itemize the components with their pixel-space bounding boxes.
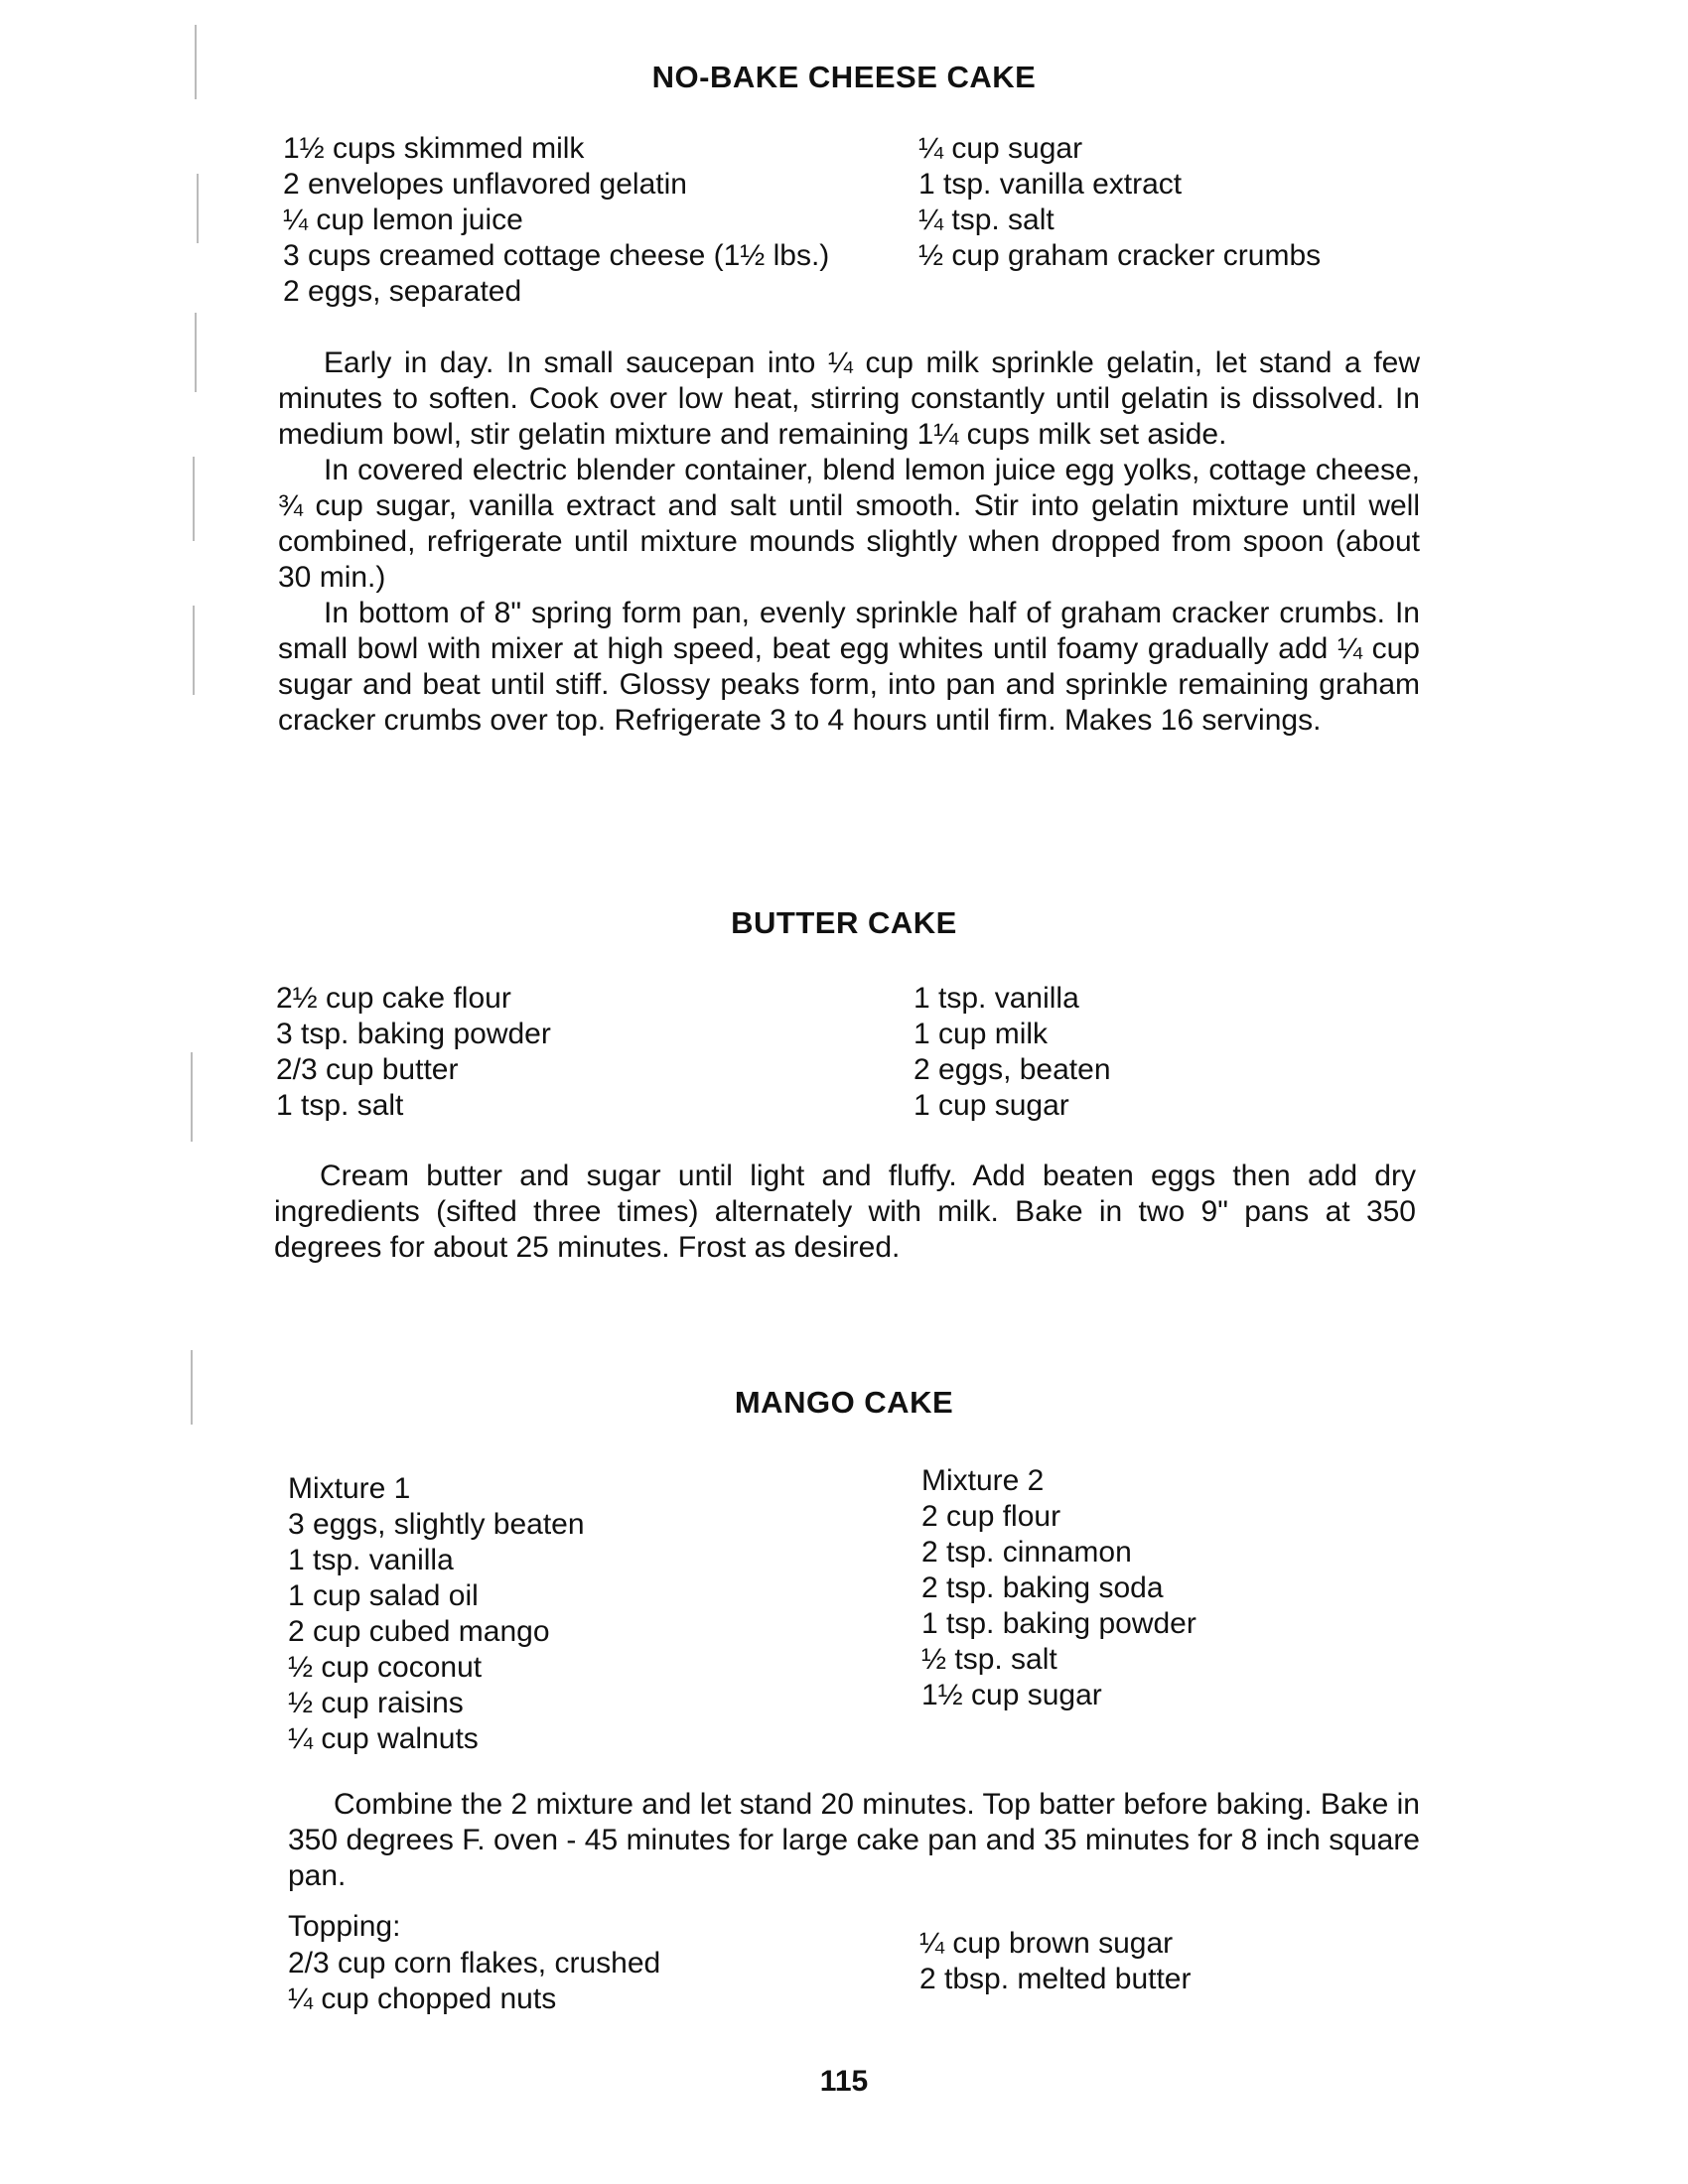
- ingredient: 2/3 cup corn flakes, crushed: [288, 1947, 661, 1979]
- ingredient: ¼ cup lemon juice: [283, 204, 523, 236]
- recipe-title: MANGO CAKE: [734, 1385, 954, 1420]
- ingredients-left: [288, 1471, 585, 1757]
- scan-margin-mark: [191, 1052, 193, 1142]
- page-number: 115: [819, 2065, 869, 2098]
- direction-paragraph: Combine the 2 mixture and let stand 20 minutes. Top batter before baking. Bake in 350 degrees F. oven - 45 minutes for large cake pan and 35 minutes for 8 inch square pan.: [288, 1788, 1420, 1892]
- ingredient: 2 tsp. cinnamon: [921, 1536, 1132, 1569]
- direction-paragraph: Cream butter and sugar until light and fluffy. Add beaten eggs then add dry ingredients (sifted three times) alternately with milk. Bake in two 9" pans at 350 degrees for about 25 minutes. Frost as desired.: [274, 1160, 1416, 1264]
- ingredient: 1 tsp. vanilla extract: [918, 168, 1183, 201]
- recipe-title: BUTTER CAKE: [731, 905, 957, 940]
- scan-margin-mark: [195, 313, 197, 392]
- ingredient: ¼ tsp. salt: [918, 204, 1055, 236]
- ingredients-left: [283, 131, 829, 310]
- ingredient: 2 tsp. baking soda: [921, 1571, 1164, 1604]
- scan-margin-mark: [197, 174, 199, 243]
- ingredient: Mixture 1: [288, 1472, 411, 1505]
- ingredient: ¼ cup chopped nuts: [288, 1982, 557, 2015]
- ingredients-left: [276, 981, 551, 1124]
- ingredient: 1 tsp. vanilla: [288, 1544, 454, 1576]
- ingredient: Mixture 2: [921, 1464, 1045, 1497]
- scan-margin-mark: [193, 457, 195, 541]
- ingredients-right: [918, 131, 1321, 274]
- ingredient: 3 tsp. baking powder: [276, 1018, 551, 1050]
- ingredient: 3 cups creamed cottage cheese (1½ lbs.): [283, 239, 830, 272]
- topping-left: [288, 1946, 660, 2017]
- ingredients-right: [914, 981, 1111, 1124]
- ingredient: 2 eggs, separated: [283, 275, 522, 308]
- ingredient: ½ cup coconut: [288, 1651, 483, 1684]
- ingredient: 1 tsp. salt: [276, 1089, 404, 1122]
- ingredient: ½ tsp. salt: [921, 1643, 1057, 1676]
- ingredients-right: [921, 1463, 1196, 1713]
- ingredient: 2 cup flour: [921, 1500, 1061, 1533]
- ingredient: 2 tbsp. melted butter: [919, 1963, 1192, 1995]
- ingredient: 1½ cup sugar: [921, 1679, 1102, 1711]
- recipe-directions: [278, 345, 1420, 739]
- ingredient: ¼ cup sugar: [918, 132, 1083, 165]
- ingredient: ¼ cup brown sugar: [919, 1927, 1174, 1960]
- ingredient: 1 cup milk: [914, 1018, 1049, 1050]
- scan-margin-mark: [193, 606, 195, 695]
- ingredient: 2 envelopes unflavored gelatin: [283, 168, 687, 201]
- topping-label: Topping:: [288, 1910, 401, 1943]
- recipe-title: NO-BAKE CHEESE CAKE: [651, 60, 1037, 94]
- direction-paragraph: In covered electric blender container, blend lemon juice egg yolks, cottage cheese, ¾ cup sugar, vanilla extract and salt until smooth. Stir into gelatin mixture until well combined, refrigerate until mixture mounds slightly when dropped from spoon (about 30 min.): [278, 454, 1420, 594]
- topping-right: [919, 1926, 1192, 1997]
- ingredient: 2½ cup cake flour: [276, 982, 511, 1015]
- ingredient: 1 cup salad oil: [288, 1579, 479, 1612]
- direction-paragraph: In bottom of 8" spring form pan, evenly sprinkle half of graham cracker crumbs. In small bowl with mixer at high speed, beat egg whites until foamy gradually add ¼ cup sugar and beat until stiff. Glossy peaks form, into pan and sprinkle remaining graham cracker crumbs over top. Refrigerate 3 to 4 hours until firm. Makes 16 servings.: [278, 597, 1420, 737]
- recipe-directions: [274, 1159, 1416, 1266]
- ingredient: 2/3 cup butter: [276, 1053, 459, 1086]
- ingredient: 1 cup sugar: [914, 1089, 1069, 1122]
- ingredient: ½ cup raisins: [288, 1687, 464, 1719]
- ingredient: 1½ cups skimmed milk: [283, 132, 585, 165]
- ingredient: ½ cup graham cracker crumbs: [918, 239, 1322, 272]
- recipe-directions: [288, 1787, 1420, 1894]
- ingredient: ¼ cup walnuts: [288, 1722, 479, 1755]
- ingredient: 2 cup cubed mango: [288, 1615, 550, 1648]
- ingredient: 2 eggs, beaten: [914, 1053, 1111, 1086]
- ingredient: 3 eggs, slightly beaten: [288, 1508, 585, 1541]
- ingredient: 1 tsp. baking powder: [921, 1607, 1196, 1640]
- ingredient: 1 tsp. vanilla: [914, 982, 1079, 1015]
- direction-paragraph: Early in day. In small saucepan into ¼ cup milk sprinkle gelatin, let stand a few minutes to soften. Cook over low heat, stirring constantly until gelatin is dissolved. In medium bowl, stir gelatin mixture and remaining 1¼ cups milk set aside.: [278, 346, 1420, 451]
